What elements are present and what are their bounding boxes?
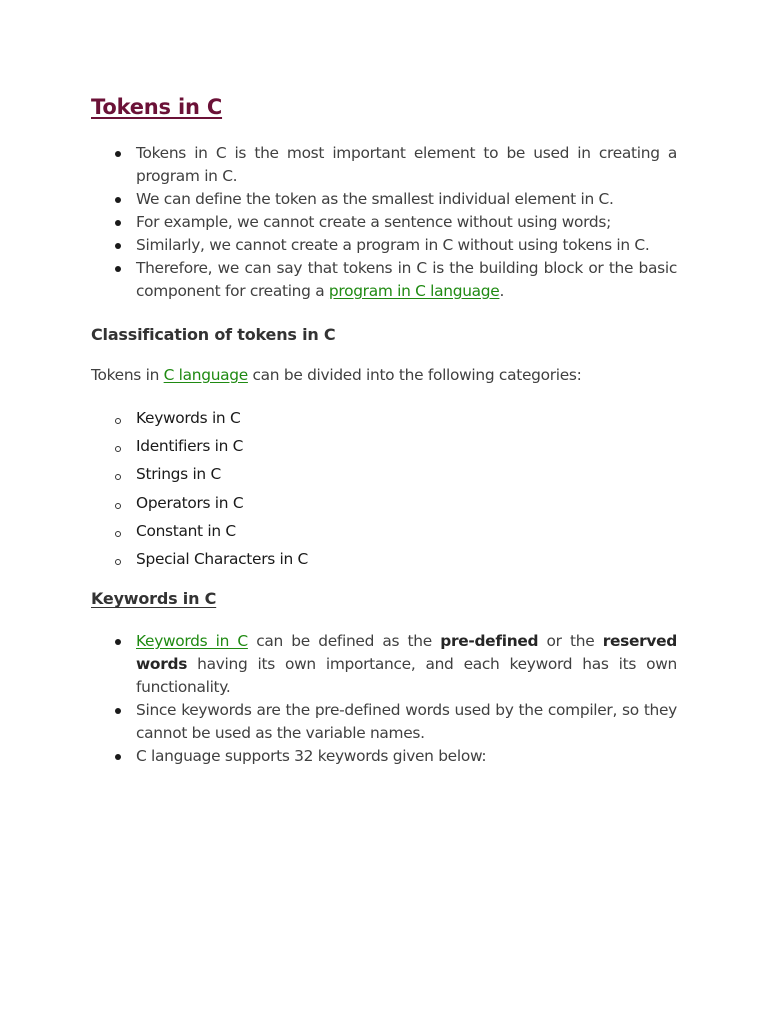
list-item-text: For example, we cannot create a sentence without using words; — [136, 213, 612, 231]
classification-paragraph — [91, 366, 581, 384]
list-item — [136, 188, 677, 211]
bullet-icon — [115, 243, 121, 249]
bullet-icon — [115, 754, 121, 760]
list-item-text: Operators in C — [136, 493, 244, 512]
list-item-text: Similarly, we cannot create a program in C without using tokens in C. — [136, 236, 650, 254]
list-item — [136, 745, 677, 768]
paragraph-text: can be divided into the following categories: — [252, 366, 582, 384]
list-item-text: Identifiers in C — [136, 437, 244, 456]
list-item — [136, 699, 677, 745]
page-title: Tokens in C — [91, 95, 223, 119]
bold-term: reserved words — [136, 632, 678, 673]
list-item — [136, 257, 677, 303]
list-item-text: Since keywords are the pre-defined words used by the compiler, so they cannot be used as the variable names. — [136, 701, 677, 742]
list-item — [136, 142, 677, 188]
list-item-text: Strings in C — [136, 465, 221, 484]
list-item — [136, 407, 308, 435]
bullet-icon — [115, 266, 121, 272]
category-list — [136, 407, 308, 576]
list-item — [136, 520, 308, 548]
classification-heading: Classification of tokens in C — [91, 325, 336, 344]
list-item-text: We can define the token as the smallest individual element in C. — [136, 190, 614, 208]
list-item-text: Keywords in C — [136, 409, 241, 427]
list-item-text: can be defined as the — [256, 632, 432, 650]
list-item — [136, 548, 308, 576]
intro-bullet-list — [136, 142, 677, 303]
list-item-text: having its own importance, and each keyword has its own functionality. — [136, 655, 677, 696]
circle-bullet-icon — [115, 503, 121, 509]
keywords-heading: Keywords in C — [91, 589, 217, 608]
bullet-icon — [115, 151, 121, 157]
program-in-c-language-link[interactable]: program in C language — [328, 282, 500, 300]
circle-bullet-icon — [115, 474, 121, 480]
list-item — [136, 463, 308, 491]
keywords-in-c-link[interactable]: Keywords in C — [136, 632, 248, 650]
list-item — [136, 211, 677, 234]
list-item — [136, 492, 308, 520]
list-item — [136, 435, 308, 463]
keywords-bullet-list — [136, 630, 677, 768]
circle-bullet-icon — [115, 446, 121, 452]
bullet-icon — [115, 708, 121, 714]
c-language-link[interactable]: C language — [163, 366, 248, 384]
bullet-icon — [115, 639, 121, 645]
circle-bullet-icon — [115, 559, 121, 565]
list-item-text: or the — [546, 632, 595, 650]
list-item-text: C language supports 32 keywords given below: — [136, 747, 487, 765]
list-item — [136, 234, 677, 257]
list-item-text: Constant in C — [136, 521, 236, 540]
circle-bullet-icon — [115, 531, 121, 537]
circle-bullet-icon — [115, 418, 121, 424]
list-item-text: Tokens in C is the most important element to be used in creating a program in C. — [136, 144, 677, 185]
bold-term: pre-defined — [440, 632, 539, 650]
bullet-icon — [115, 220, 121, 226]
paragraph-text: Tokens in — [91, 366, 160, 384]
list-item-text: Therefore, we can say that tokens in C is the building block or the basic component for creating a — [136, 259, 677, 300]
sentence-period: . — [499, 282, 505, 300]
bullet-icon — [115, 197, 121, 203]
list-item — [136, 630, 677, 699]
list-item-text: Special Characters in C — [136, 549, 309, 568]
